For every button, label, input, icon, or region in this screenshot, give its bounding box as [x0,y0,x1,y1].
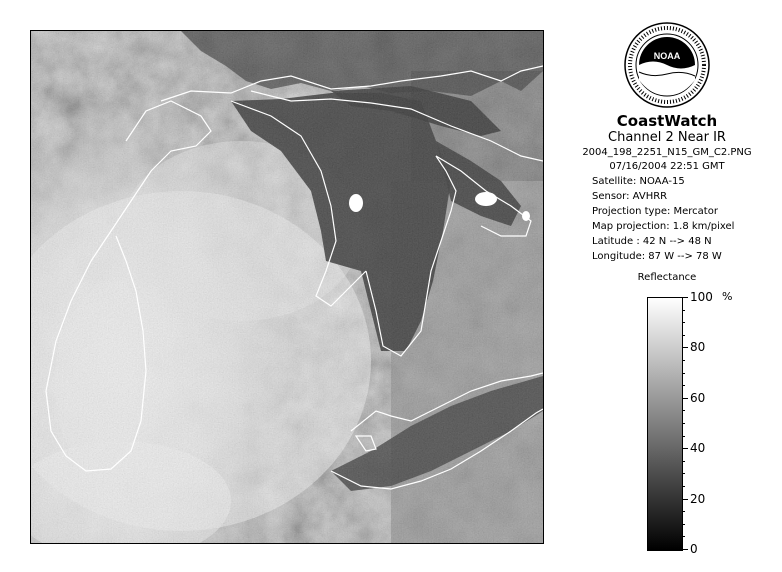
logo-text: NOAA [653,51,681,61]
colorbar-minor-tick [682,536,685,537]
colorbar-minor-tick [682,347,688,348]
map-projection: Map projection: 1.8 km/pixel [592,221,735,232]
date-time: 07/16/2004 22:51 GMT [609,161,725,172]
legend-title: Reflectance [637,272,697,283]
colorbar-minor-tick [682,373,685,374]
colorbar-minor-tick [682,448,688,449]
colorbar-minor-tick [682,436,685,437]
colorbar-minor-tick [682,423,685,424]
colorbar-minor-tick [682,410,685,411]
colorbar-minor-tick [682,385,685,386]
sensor: Sensor: AVHRR [592,191,668,202]
colorbar-tick-label: 20 [690,491,706,506]
channel-subtitle: Channel 2 Near IR [608,130,726,145]
colorbar-minor-tick [682,511,685,512]
filename: 2004_198_2251_N15_GM_C2.PNG [582,147,752,158]
projection-type: Projection type: Mercator [592,206,718,217]
colorbar-minor-tick [682,310,685,311]
colorbar-minor-tick [682,322,685,323]
satellite-image [31,31,543,543]
satellite-map [30,30,544,544]
colorbar-minor-tick [682,360,685,361]
colorbar-minor-tick [682,524,685,525]
colorbar-tick-label: 100 [690,290,713,304]
product-title: CoastWatch [616,112,718,130]
noaa-logo [622,20,712,110]
colorbar-minor-tick [682,549,688,550]
colorbar-tick-label: 60 [690,390,706,405]
legend-unit: % [722,290,733,303]
latitude: Latitude : 42 N --> 48 N [592,236,712,247]
colorbar-minor-tick [682,473,685,474]
colorbar-tick-label: 0 [690,542,698,556]
colorbar-minor-tick [682,461,685,462]
reflectance-colorbar [647,297,683,551]
colorbar-minor-tick [682,499,688,500]
colorbar-minor-tick [682,297,688,298]
longitude: Longitude: 87 W --> 78 W [592,251,722,262]
colorbar-minor-tick [682,398,688,399]
colorbar-tick-label: 80 [690,340,706,355]
colorbar-minor-tick [682,335,685,336]
colorbar-minor-tick [682,486,685,487]
colorbar-tick-label: 40 [690,441,706,456]
info-panel [562,20,772,284]
satellite: Satellite: NOAA-15 [592,176,685,187]
